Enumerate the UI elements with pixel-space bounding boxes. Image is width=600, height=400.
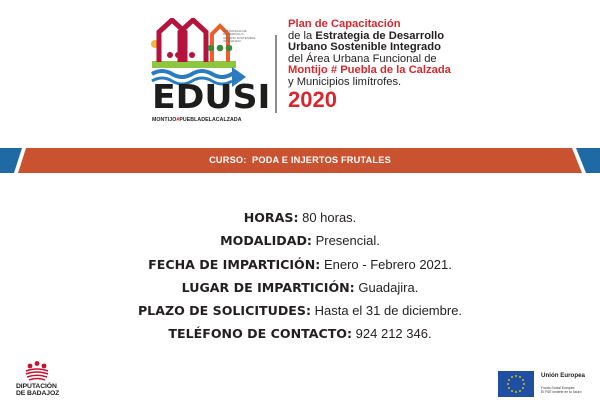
diputacion-crown-icon bbox=[16, 360, 66, 384]
info-key: LUGAR DE IMPARTICIÓN: bbox=[181, 279, 355, 295]
plan-title bbox=[288, 19, 488, 111]
edusi-subtitle bbox=[152, 117, 242, 123]
header-divider bbox=[275, 35, 277, 113]
edusi-strategy-text: ESTRATEGIA DE DESARROLLO URBANO SOSTENIBLE INTEGRADO bbox=[223, 29, 256, 44]
course-title: CURSO: PODA E INJERTOS FRUTALES bbox=[209, 155, 391, 165]
diputacion-line-1: DIPUTACIÓN bbox=[16, 383, 57, 390]
info-row-dates bbox=[0, 253, 600, 276]
info-key: TELÉFONO DE CONTACTO: bbox=[168, 326, 353, 342]
title-line-1: Plan de Capacitación bbox=[288, 18, 401, 30]
title-year: 2020 bbox=[288, 87, 337, 112]
eu-flag-icon bbox=[498, 371, 534, 397]
edusi-subtitle-left: MONTIJO bbox=[152, 117, 177, 123]
title-line-4: del Área Urbana Funcional de bbox=[288, 52, 437, 65]
edusi-subtitle-hash: # bbox=[176, 117, 180, 123]
info-value: Hasta el 31 de diciembre. bbox=[311, 303, 463, 319]
info-row-location bbox=[0, 276, 600, 299]
info-row-hours bbox=[0, 206, 600, 229]
title-line-3: Urbano Sostenible Integrado bbox=[288, 41, 441, 53]
eu-slogan-text: El FSE invierte en tu futuro bbox=[541, 390, 582, 394]
info-value: Guadajira. bbox=[354, 279, 419, 295]
info-key: FECHA DE IMPARTICIÓN: bbox=[148, 256, 321, 272]
eu-title: Unión Europea bbox=[541, 372, 586, 379]
edusi-subtitle-right: PUEBLADELACALZADA bbox=[179, 117, 242, 123]
info-key: PLAZO DE SOLICITUDES: bbox=[137, 303, 312, 319]
info-row-modality bbox=[0, 229, 600, 252]
info-value: Enero - Febrero 2021. bbox=[320, 256, 452, 272]
info-value: 80 horas. bbox=[298, 210, 357, 225]
title-line-6: y Municipios limítrofes. bbox=[288, 75, 402, 88]
info-value: Presencial. bbox=[311, 233, 380, 249]
title-line-5: Montijo # Puebla de la Calzada bbox=[288, 64, 451, 76]
edusi-wordmark: EDUSI bbox=[152, 77, 271, 116]
info-key: HORAS: bbox=[243, 210, 299, 225]
title-line-2-prefix: de la bbox=[288, 29, 316, 42]
diputacion-line-2: DE BADAJOZ bbox=[16, 390, 60, 397]
diputacion-text bbox=[16, 383, 59, 397]
info-row-deadline bbox=[0, 299, 600, 322]
course-banner bbox=[0, 148, 600, 173]
eu-fund-text: Fondo Social Europeo bbox=[541, 386, 575, 390]
course-info bbox=[0, 206, 600, 346]
info-row-phone bbox=[0, 322, 600, 345]
info-key: MODALIDAD: bbox=[220, 233, 312, 249]
title-line-2-bold: Estrategia de Desarrollo bbox=[315, 29, 445, 42]
info-value: 924 212 346. bbox=[352, 326, 432, 342]
